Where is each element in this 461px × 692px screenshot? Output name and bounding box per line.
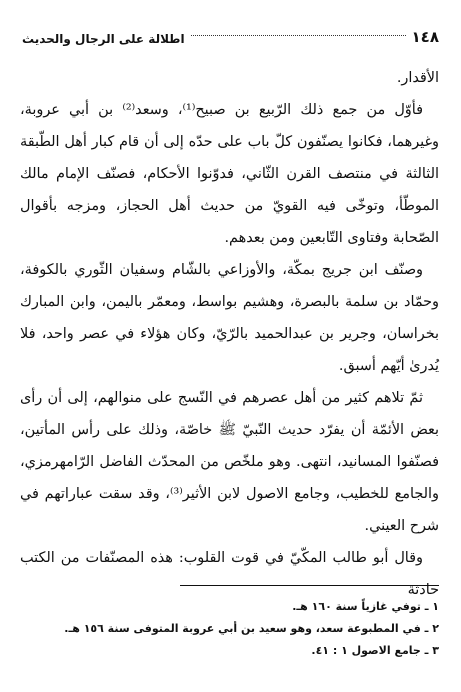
- main-text: [20, 62, 439, 606]
- paragraph: وصنّف ابن جريج بمكّة، والأوزاعي بالشّام وسفيان الثّوري بالكوفة، وحمّاد بن سلمة بالبصرة، وهشيم بواسط، ومعمّر باليمن، وابن المبارك بخراسان، وجرير بن عبدالحميد بالرّيّ، وكان هؤلاء في عصر واحد، فلا يُدرىٰ أيّهم أسبق.: [20, 262, 439, 374]
- paragraph: الأقدار.: [396, 70, 439, 86]
- footnote: ١ ـ توفي غازياً سنة ١٦٠ هـ.: [292, 600, 439, 613]
- page-number: ١٤٨: [411, 28, 439, 46]
- paragraph: فأوّل من جمع ذلك الرّبيع بن صبيح⁽¹⁾، وسعد⁽²⁾ بن أبي عروبة، وغيرهما، فكانوا يصنّفون كلّ باب على حدّه إلى أن قام كبار أهل الطّبقة الثالثة في منتصف القرن الثّاني، فدوّنوا الأحكام، فصنّف الإمام مالك الموطّأ، وتوخّى فيه القويّ من حديث أهل الحجاز، ومزجه بأقوال الصّحابة وفتاوى التّابعين ومن بعدهم.: [20, 102, 439, 246]
- running-title: اطلالة على الرجال والحديث: [22, 32, 185, 46]
- header-dot-leader: [191, 34, 406, 36]
- footnote: ٢ ـ في المطبوعة سعد، وهو سعيد بن أبي عروبة المتوفى سنة ١٥٦ هـ.: [64, 622, 439, 635]
- paragraph: ثمّ تلاهم كثير من أهل عصرهم في النّسج على منوالهم، إلى أن رأى بعض الأئمّة أن يفرّد حديث النّبيّ ﷺ خاصّة، وذلك على رأس المأتين، فصنّفوا المسانيد، انتهى. وهو ملخّص من المحدّث الفاضل الرّامهرمزي، والجامع للخطيب، وجامع الاصول لابن الأثير⁽³⁾، وقد سقت عباراتهم في شرح العيني.: [20, 390, 439, 534]
- running-header: [22, 24, 439, 46]
- footnotes: [22, 596, 439, 662]
- footnote: ٣ ـ جامع الاصول ١ : ٤١.: [311, 644, 439, 657]
- footnote-divider: [180, 585, 439, 586]
- paragraph: وقال أبو طالب المكّيّ في قوت القلوب: هذه المصنّفات من الكتب حادثة: [20, 550, 439, 598]
